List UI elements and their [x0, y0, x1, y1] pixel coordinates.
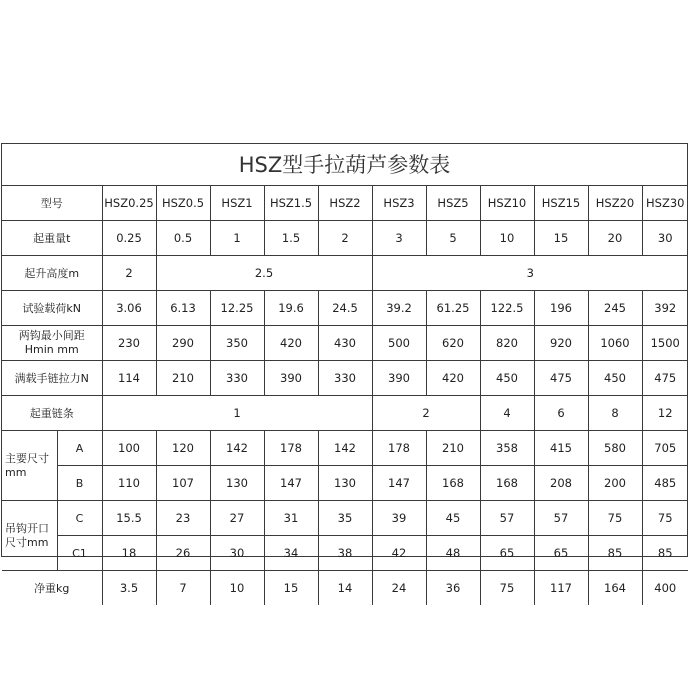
load-cell: 1.5	[264, 221, 318, 256]
a-cell: 178	[264, 431, 318, 466]
row-hook-c	[2, 501, 688, 536]
pull-cell: 475	[534, 361, 588, 396]
model-cell: HSZ15	[534, 186, 588, 221]
b-label: B	[57, 466, 102, 501]
b-cell: 130	[210, 466, 264, 501]
a-cell: 100	[102, 431, 156, 466]
hmin-cell: 820	[480, 326, 534, 361]
c-cell: 57	[480, 501, 534, 536]
weight-cell: 400	[642, 571, 688, 606]
load-label: 起重量t	[2, 221, 102, 256]
hmin-cell: 230	[102, 326, 156, 361]
load-cell: 2	[318, 221, 372, 256]
hmin-cell: 500	[372, 326, 426, 361]
test-load-cell: 122.5	[480, 291, 534, 326]
model-cell: HSZ0.5	[156, 186, 210, 221]
row-lift-height	[2, 256, 688, 291]
c-label: C	[57, 501, 102, 536]
a-cell: 178	[372, 431, 426, 466]
c1-cell: 38	[318, 536, 372, 571]
chain-cell: 4	[480, 396, 534, 431]
test-load-cell: 19.6	[264, 291, 318, 326]
table-title: HSZ型手拉葫芦参数表	[2, 144, 687, 186]
hmin-label-line1: 两钩最小间距	[18, 329, 85, 342]
c1-cell: 26	[156, 536, 210, 571]
test-load-cell: 61.25	[426, 291, 480, 326]
b-cell: 130	[318, 466, 372, 501]
c-cell: 27	[210, 501, 264, 536]
chain-cell: 12	[642, 396, 688, 431]
pull-cell: 450	[480, 361, 534, 396]
hook-label-line1: 吊钩开口	[5, 521, 49, 535]
model-cell: HSZ5	[426, 186, 480, 221]
lift-label: 起升高度m	[2, 256, 102, 291]
c1-cell: 42	[372, 536, 426, 571]
row-dim-b	[2, 466, 688, 501]
lift-cell: 3	[372, 256, 688, 291]
weight-cell: 3.5	[102, 571, 156, 606]
a-cell: 210	[426, 431, 480, 466]
c1-cell: 65	[480, 536, 534, 571]
dims-label-line2: mm	[5, 465, 27, 479]
pull-cell: 390	[264, 361, 318, 396]
b-cell: 110	[102, 466, 156, 501]
load-cell: 1	[210, 221, 264, 256]
c-cell: 39	[372, 501, 426, 536]
model-cell: HSZ10	[480, 186, 534, 221]
a-cell: 142	[318, 431, 372, 466]
model-cell: HSZ3	[372, 186, 426, 221]
row-hook-c1	[2, 536, 688, 571]
weight-label: 净重kg	[2, 571, 102, 606]
test-load-cell: 392	[642, 291, 688, 326]
c-cell: 31	[264, 501, 318, 536]
hmin-label	[2, 326, 102, 361]
weight-cell: 24	[372, 571, 426, 606]
chain-cell: 6	[534, 396, 588, 431]
load-cell: 5	[426, 221, 480, 256]
load-cell: 30	[642, 221, 688, 256]
hmin-cell: 1500	[642, 326, 688, 361]
test-load-cell: 245	[588, 291, 642, 326]
test-load-cell: 24.5	[318, 291, 372, 326]
c-cell: 35	[318, 501, 372, 536]
test-load-cell: 39.2	[372, 291, 426, 326]
c1-cell: 34	[264, 536, 318, 571]
c-cell: 75	[588, 501, 642, 536]
chain-cell: 2	[372, 396, 480, 431]
lift-cell: 2.5	[156, 256, 372, 291]
hmin-cell: 1060	[588, 326, 642, 361]
c-cell: 75	[642, 501, 688, 536]
dims-label-line1: 主要尺寸	[5, 451, 49, 465]
b-cell: 200	[588, 466, 642, 501]
test-load-cell: 6.13	[156, 291, 210, 326]
hook-label-line2: 尺寸mm	[5, 535, 49, 549]
model-cell: HSZ0.25	[102, 186, 156, 221]
hmin-cell: 420	[264, 326, 318, 361]
test-load-cell: 196	[534, 291, 588, 326]
model-label: 型号	[2, 186, 102, 221]
chain-cell: 1	[102, 396, 372, 431]
b-cell: 485	[642, 466, 688, 501]
a-cell: 358	[480, 431, 534, 466]
parameter-table	[2, 186, 688, 605]
hook-label	[2, 501, 57, 571]
a-cell: 415	[534, 431, 588, 466]
row-load	[2, 221, 688, 256]
pull-cell: 390	[372, 361, 426, 396]
hmin-cell: 290	[156, 326, 210, 361]
weight-cell: 36	[426, 571, 480, 606]
lift-cell: 2	[102, 256, 156, 291]
hmin-cell: 350	[210, 326, 264, 361]
row-chain	[2, 396, 688, 431]
weight-cell: 10	[210, 571, 264, 606]
weight-cell: 14	[318, 571, 372, 606]
row-hmin	[2, 326, 688, 361]
b-cell: 168	[480, 466, 534, 501]
weight-cell: 15	[264, 571, 318, 606]
a-label: A	[57, 431, 102, 466]
c-cell: 45	[426, 501, 480, 536]
chain-label: 起重链条	[2, 396, 102, 431]
weight-cell: 117	[534, 571, 588, 606]
test-load-cell: 3.06	[102, 291, 156, 326]
hmin-cell: 920	[534, 326, 588, 361]
row-test-load	[2, 291, 688, 326]
pull-cell: 475	[642, 361, 688, 396]
parameter-table-sheet	[1, 143, 688, 595]
model-cell: HSZ1.5	[264, 186, 318, 221]
c1-cell: 85	[642, 536, 688, 571]
b-cell: 208	[534, 466, 588, 501]
load-cell: 0.5	[156, 221, 210, 256]
model-cell: HSZ1	[210, 186, 264, 221]
a-cell: 580	[588, 431, 642, 466]
c1-cell: 65	[534, 536, 588, 571]
load-cell: 15	[534, 221, 588, 256]
pull-cell: 330	[210, 361, 264, 396]
test-load-cell: 12.25	[210, 291, 264, 326]
hmin-cell: 430	[318, 326, 372, 361]
hmin-label-line2: Hmin mm	[24, 343, 79, 356]
dims-label	[2, 431, 57, 501]
c-cell: 23	[156, 501, 210, 536]
load-cell: 3	[372, 221, 426, 256]
pull-cell: 330	[318, 361, 372, 396]
c1-cell: 18	[102, 536, 156, 571]
row-weight	[2, 571, 688, 606]
load-cell: 20	[588, 221, 642, 256]
model-cell: HSZ20	[588, 186, 642, 221]
a-cell: 705	[642, 431, 688, 466]
chain-cell: 8	[588, 396, 642, 431]
b-cell: 147	[264, 466, 318, 501]
pull-cell: 420	[426, 361, 480, 396]
c-cell: 15.5	[102, 501, 156, 536]
weight-cell: 7	[156, 571, 210, 606]
weight-cell: 164	[588, 571, 642, 606]
a-cell: 120	[156, 431, 210, 466]
test-load-label: 试验载荷kN	[2, 291, 102, 326]
weight-cell: 75	[480, 571, 534, 606]
hmin-cell: 620	[426, 326, 480, 361]
row-model	[2, 186, 688, 221]
a-cell: 142	[210, 431, 264, 466]
pull-label: 满载手链拉力N	[2, 361, 102, 396]
c1-cell: 85	[588, 536, 642, 571]
row-dim-a	[2, 431, 688, 466]
c1-label: C1	[57, 536, 102, 571]
load-cell: 10	[480, 221, 534, 256]
row-pull	[2, 361, 688, 396]
b-cell: 147	[372, 466, 426, 501]
c-cell: 57	[534, 501, 588, 536]
c1-cell: 48	[426, 536, 480, 571]
model-cell: HSZ2	[318, 186, 372, 221]
pull-cell: 210	[156, 361, 210, 396]
pull-cell: 114	[102, 361, 156, 396]
load-cell: 0.25	[102, 221, 156, 256]
model-cell: HSZ30	[642, 186, 688, 221]
pull-cell: 450	[588, 361, 642, 396]
b-cell: 168	[426, 466, 480, 501]
b-cell: 107	[156, 466, 210, 501]
c1-cell: 30	[210, 536, 264, 571]
